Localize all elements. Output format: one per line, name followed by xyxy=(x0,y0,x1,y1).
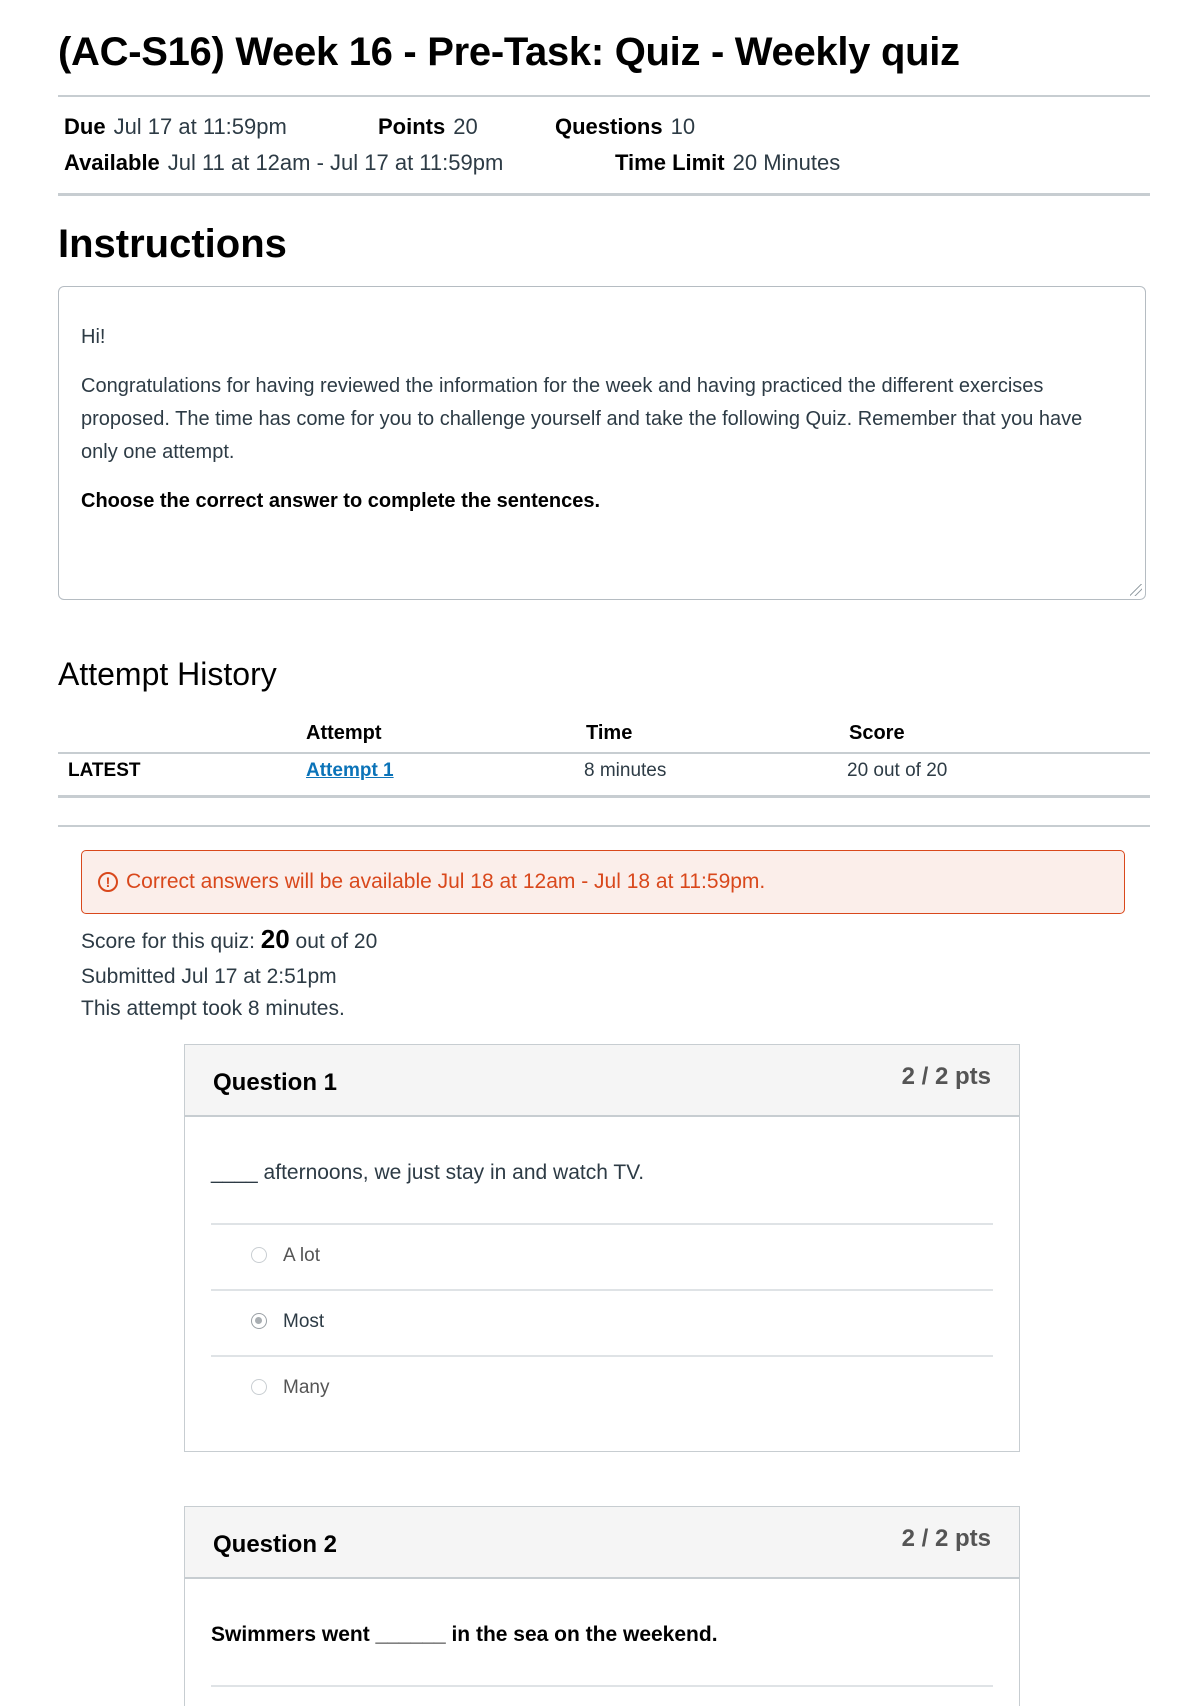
score-suffix: out of 20 xyxy=(295,930,378,953)
divider xyxy=(58,193,1150,196)
answer-option[interactable] xyxy=(211,1291,993,1357)
attempt-1-link[interactable]: Attempt 1 xyxy=(306,760,394,781)
answer-label: A lot xyxy=(283,1245,320,1266)
answer-label: Most xyxy=(283,1311,325,1332)
meta-row-1 xyxy=(64,114,287,140)
available-meta xyxy=(64,150,503,176)
question-text: ____ afternoons, we just stay in and watch TV. xyxy=(211,1117,993,1225)
answer-label: Many xyxy=(283,1377,330,1398)
quiz-score xyxy=(81,924,377,955)
question-header xyxy=(185,1045,1019,1117)
instructions-body: Congratulations for having reviewed the information for the week and having practiced the different exercises proposed. The time has come for you to challenge yourself and take the following Quiz. Remember that you have only one attempt. xyxy=(81,375,1083,463)
table-header-divider xyxy=(58,752,1150,754)
instructions-directive: Choose the correct answer to complete the sentences. xyxy=(81,490,601,512)
time-limit-meta xyxy=(615,150,840,176)
question-body xyxy=(185,1579,1019,1687)
column-header-attempt: Attempt xyxy=(306,722,382,744)
questions-value: 10 xyxy=(670,114,696,139)
resize-grip-icon[interactable] xyxy=(1130,584,1142,596)
question-header xyxy=(185,1507,1019,1579)
points-meta xyxy=(378,114,478,140)
question-card xyxy=(184,1044,1020,1452)
score-value: 20 xyxy=(260,924,290,954)
radio-button-selected[interactable] xyxy=(251,1313,267,1329)
submitted-time: Submitted Jul 17 at 2:51pm xyxy=(81,965,337,988)
score-prefix: Score for this quiz: xyxy=(81,930,255,953)
time-cell: 8 minutes xyxy=(584,760,667,781)
column-header-time: Time xyxy=(586,722,633,744)
answer-option[interactable] xyxy=(211,1357,993,1421)
divider xyxy=(58,825,1150,827)
available-label: Available xyxy=(64,150,160,175)
instructions-heading: Instructions xyxy=(58,222,287,266)
question-title: Question 1 xyxy=(213,1069,338,1096)
question-text: Swimmers went ______ in the sea on the weekend. xyxy=(211,1579,993,1687)
divider xyxy=(58,95,1150,97)
available-value: Jul 11 at 12am - Jul 17 at 11:59pm xyxy=(167,150,504,175)
instructions-box[interactable] xyxy=(58,286,1146,600)
answer-option[interactable] xyxy=(211,1225,993,1291)
attempt-cell xyxy=(306,760,394,782)
radio-button[interactable] xyxy=(251,1247,267,1263)
question-points: 2 / 2 pts xyxy=(901,1063,991,1090)
divider xyxy=(58,795,1150,798)
answers-availability-notice xyxy=(81,850,1125,914)
due-label: Due xyxy=(64,114,106,139)
instructions-greeting: Hi! xyxy=(81,326,106,348)
time-limit-value: 20 Minutes xyxy=(732,150,841,175)
questions-label: Questions xyxy=(555,114,663,139)
points-label: Points xyxy=(378,114,446,139)
due-value: Jul 17 at 11:59pm xyxy=(113,114,287,139)
questions-meta xyxy=(555,114,695,140)
notice-text: Correct answers will be available Jul 18 at 12am - Jul 18 at 11:59pm. xyxy=(126,870,766,893)
question-title: Question 2 xyxy=(213,1531,338,1558)
score-cell: 20 out of 20 xyxy=(847,760,948,781)
latest-tag: LATEST xyxy=(68,760,141,781)
question-card xyxy=(184,1506,1020,1706)
alert-circle-icon: ! xyxy=(98,872,118,892)
column-header-score: Score xyxy=(849,722,905,744)
page-title: (AC-S16) Week 16 - Pre-Task: Quiz - Weekly quiz xyxy=(58,30,960,74)
attempt-duration: This attempt took 8 minutes. xyxy=(81,997,345,1020)
attempt-history-heading: Attempt History xyxy=(58,656,277,692)
time-limit-label: Time Limit xyxy=(615,150,725,175)
points-value: 20 xyxy=(453,114,478,139)
question-points: 2 / 2 pts xyxy=(901,1525,991,1552)
radio-button[interactable] xyxy=(251,1379,267,1395)
question-body xyxy=(185,1117,1019,1421)
